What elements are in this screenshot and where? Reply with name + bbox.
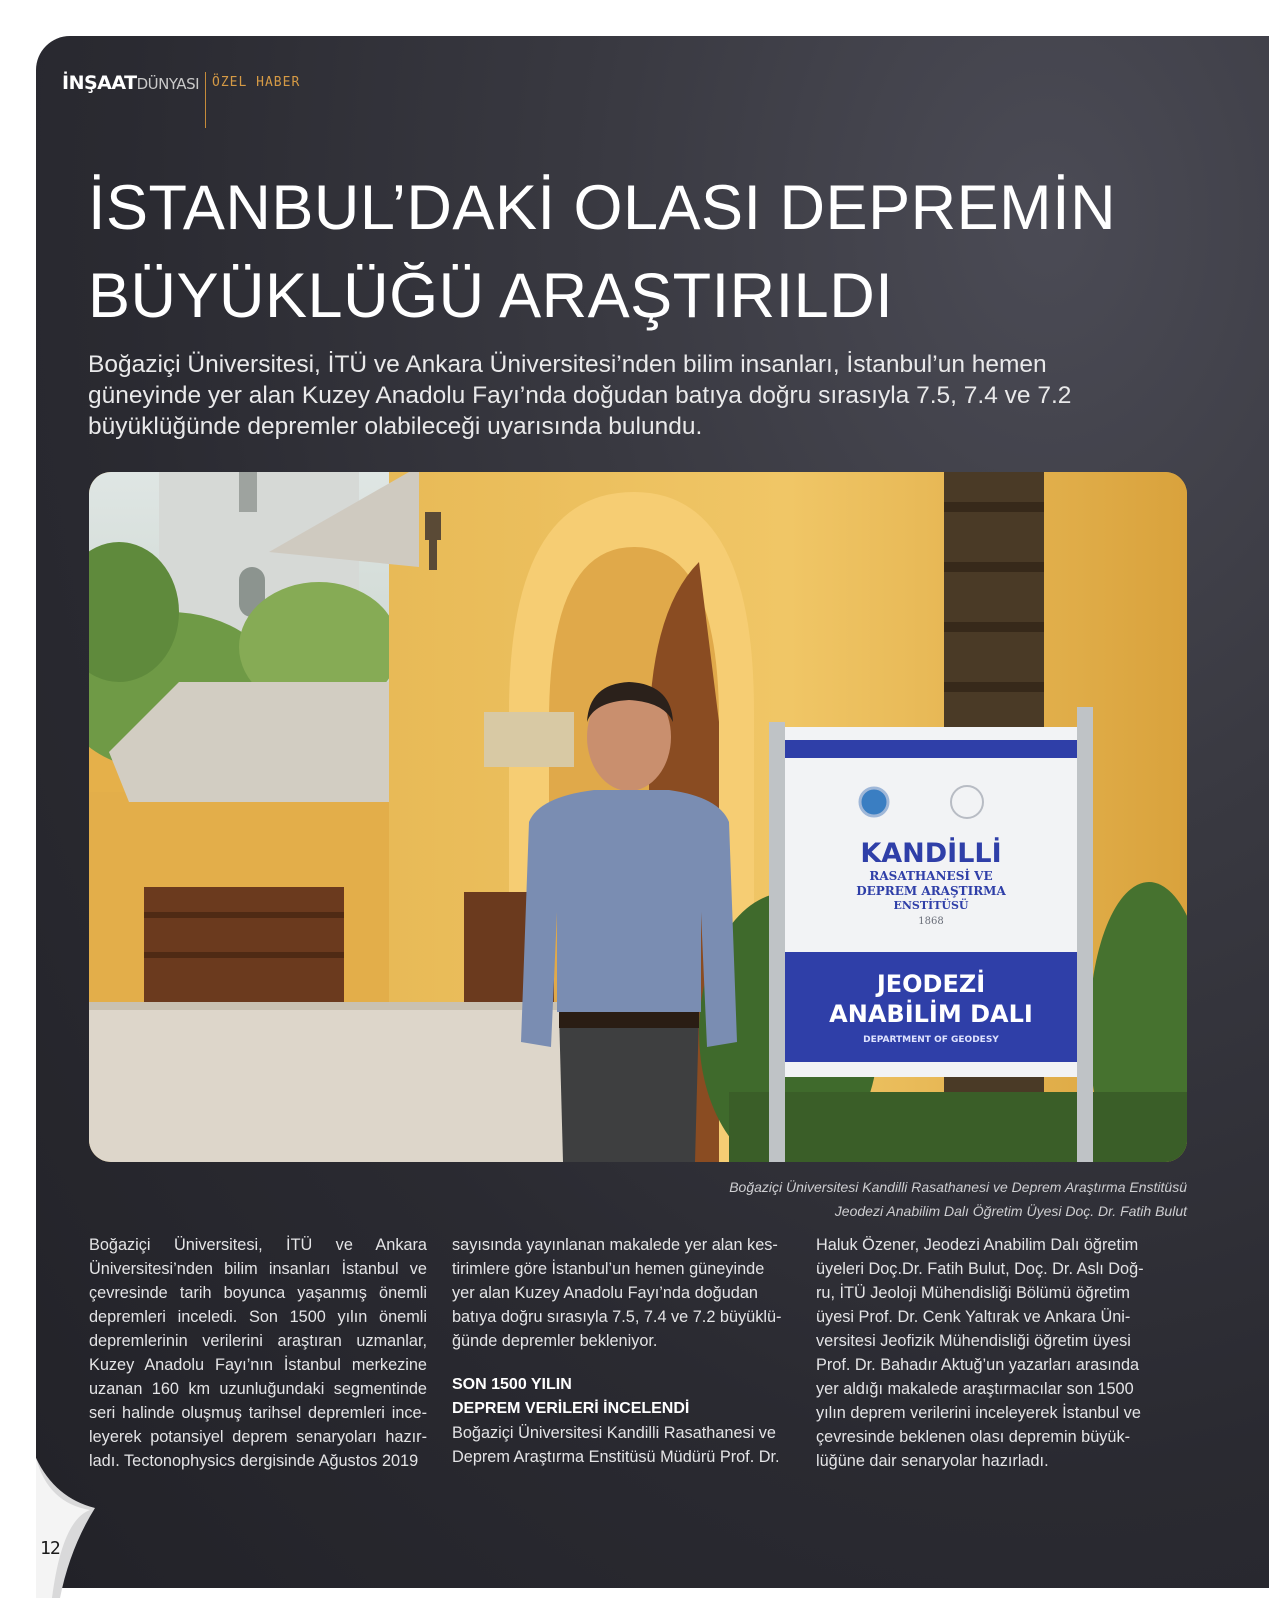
caption-line-1: Boğaziçi Üniversitesi Kandilli Rasathanesi ve Deprem Araştırma Enstitüsü: [729, 1179, 1187, 1195]
body-paragraph-4: Haluk Özener, Jeodezi Anabilim Dalı öğretim üyeleri Doç.Dr. Fatih Bulut, Doç. Dr. Aslı Doğ-ru, İTÜ Jeoloji Mühendisliği Bölümü öğretim üyesi Prof. Dr. Cenk Yaltırak ve Ankara Üni-versitesi Jeofizik Mühendisliği öğretim üyesi Prof. Dr. Bahadır Aktuğ’un yazarları arasında yer aldığı makalede araştırmacılar son 1500 yılın deprem verilerini inceleyerek İstanbul ve çevresinde beklenen olası depremin büyük-lüğüne dair senaryolar hazırladı.: [816, 1236, 1144, 1470]
body-paragraph-2: sayısında yayınlanan makalede yer alan kes-tirimlere göre İstanbul’un hemen güneyinde yer alan Kuzey Anadolu Fayı’nda doğudan batıya doğru sırasıyla 7.5, 7.4 ve 7.2 büyüklü-ğünde depremler bekleniyor.: [452, 1236, 782, 1350]
page-curl: [0, 1458, 140, 1598]
article-lead: Boğaziçi Üniversitesi, İTÜ ve Ankara Üniversitesi’nden bilim insanları, İstanbul’un hemen güneyinde yer alan Kuzey Anadolu Fayı’nda doğudan batıya doğru sırasıyla 7.5, 7.4 ve 7.2 büyüklüğünde depremler olabileceği uyarısında bulundu.: [88, 351, 1072, 440]
body-paragraph-3: Boğaziçi Üniversitesi Kandilli Rasathanesi ve Deprem Araştırma Enstitüsü Müdürü Prof. Dr.: [452, 1424, 780, 1466]
sign-institution-sub2: DEPREM ARAŞTIRMA: [856, 884, 1006, 898]
section-subhead: [452, 1373, 790, 1421]
photo-illustration: [89, 472, 1187, 1162]
body-column-1: [89, 1233, 427, 1473]
article-photo: [89, 472, 1187, 1162]
subhead-line-2: DEPREM VERİLERİ İNCELENDİ: [452, 1400, 690, 1417]
body-paragraph-1: Boğaziçi Üniversitesi, İTÜ ve Ankara Üniversitesi’nden bilim insanları İstanbul ve çevresinde tarih boyunca yaşanmış önemli depremleri inceledi. Son 1500 yılın önemli depremlerinin verilerini araştıran uzmanlar, Kuzey Anadolu Fayı’nın İstanbul merkezine uzanan 160 km uzunluğundaki segmentinde seri halinde oluşmuş tarihsel depremleri ince-leyerek potansiyel deprem senaryoları hazır-ladı. Tectonophysics dergisinde Ağustos 2019: [89, 1236, 427, 1470]
sign-department-line2: ANABİLİM DALI: [829, 1000, 1033, 1028]
logo-sub: DÜNYASI: [136, 75, 200, 93]
sign-institution: KANDİLLİ: [860, 838, 1002, 869]
photo-caption: [729, 1175, 1187, 1223]
sign-department-line1: JEODEZİ: [876, 970, 986, 998]
body-column-3: [816, 1233, 1154, 1473]
page-number: 12: [40, 1538, 60, 1559]
caption-line-2: Jeodezi Anabilim Dalı Öğretim Üyesi Doç. Dr. Fatih Bulut: [834, 1203, 1187, 1219]
sign-institution-sub1: RASATHANESİ VE: [869, 869, 993, 883]
sign-department-en: DEPARTMENT OF GEODESY: [863, 1035, 999, 1045]
article-panel: [36, 36, 1269, 1588]
subhead-line-1: SON 1500 YILIN: [452, 1376, 572, 1393]
magazine-logo: [62, 72, 199, 94]
logo-main: İNŞAAT: [62, 72, 137, 94]
section-divider: [205, 72, 206, 128]
article-title: İSTANBUL’DAKİ OLASI DEPREMİN BÜYÜKLÜĞÜ ARAŞTIRILDI: [88, 173, 1117, 331]
sign-year: 1868: [918, 916, 944, 927]
sign-institution-sub3: ENSTİTÜSÜ: [893, 899, 969, 912]
section-label: ÖZEL HABER: [212, 75, 301, 90]
body-column-2: [452, 1233, 790, 1469]
